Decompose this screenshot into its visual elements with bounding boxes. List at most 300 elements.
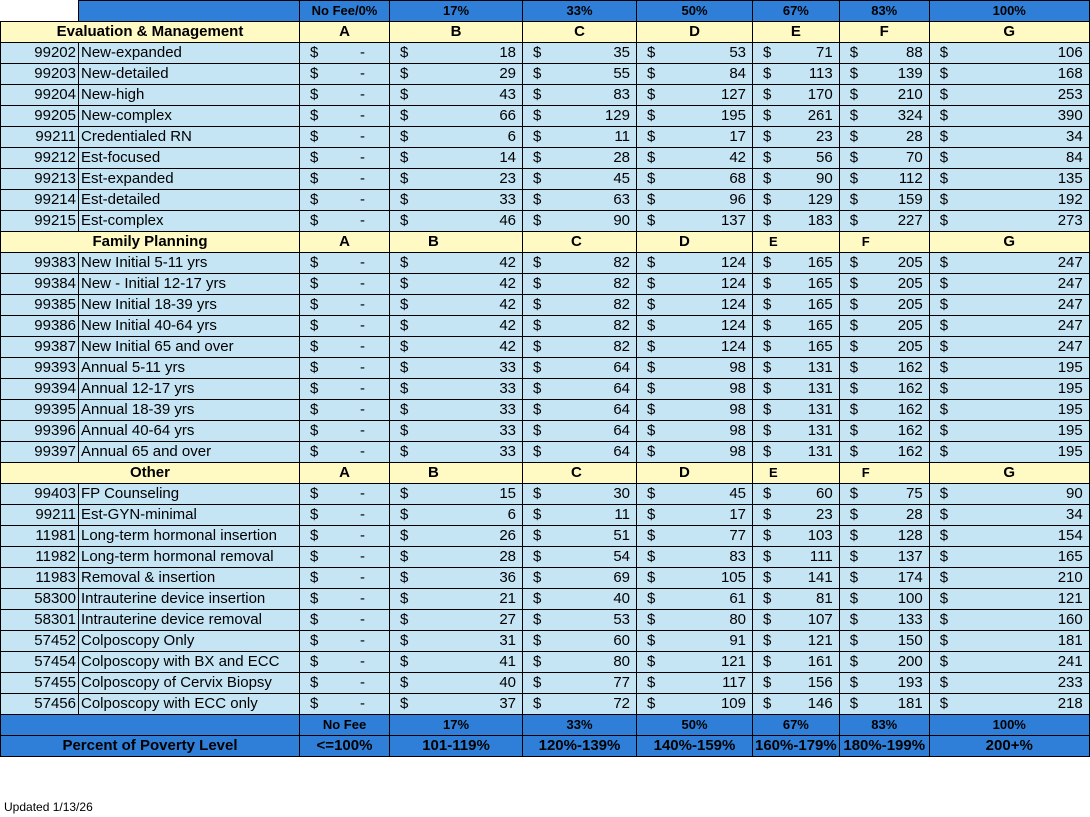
fee-cell[interactable] — [637, 253, 753, 274]
procedure-code-cell[interactable]: 99385 — [1, 295, 79, 316]
fee-cell[interactable] — [753, 694, 840, 715]
fee-cell[interactable] — [300, 190, 390, 211]
procedure-code-cell[interactable]: 11983 — [1, 568, 79, 589]
fee-cell[interactable] — [523, 190, 637, 211]
footer-fee-label-cell[interactable]: 67% — [753, 715, 840, 736]
fee-cell[interactable] — [523, 274, 637, 295]
fee-cell[interactable] — [839, 64, 929, 85]
fee-cell[interactable] — [390, 190, 523, 211]
fee-cell[interactable] — [753, 106, 840, 127]
procedure-description-cell[interactable]: New Initial 65 and over — [79, 337, 300, 358]
fee-cell[interactable] — [637, 127, 753, 148]
fee-cell[interactable] — [637, 694, 753, 715]
fee-cell[interactable] — [300, 295, 390, 316]
procedure-code-cell[interactable]: 99202 — [1, 43, 79, 64]
fee-cell[interactable] — [637, 673, 753, 694]
fee-cell[interactable] — [839, 295, 929, 316]
tier-letter-cell[interactable]: D — [637, 463, 753, 484]
fee-cell[interactable] — [929, 190, 1089, 211]
fee-cell[interactable] — [929, 610, 1089, 631]
fee-cell[interactable] — [753, 43, 840, 64]
procedure-description-cell[interactable]: Long-term hormonal removal — [79, 547, 300, 568]
fee-cell[interactable] — [637, 358, 753, 379]
procedure-description-cell[interactable]: New Initial 5-11 yrs — [79, 253, 300, 274]
fee-cell[interactable] — [839, 526, 929, 547]
poverty-range-cell[interactable]: 160%-179% — [753, 736, 840, 757]
procedure-code-cell[interactable]: 99212 — [1, 148, 79, 169]
fee-cell[interactable] — [523, 631, 637, 652]
tier-letter-cell[interactable]: A — [300, 232, 390, 253]
fee-cell[interactable] — [390, 211, 523, 232]
procedure-code-cell[interactable]: 11982 — [1, 547, 79, 568]
fee-cell[interactable] — [523, 43, 637, 64]
fee-cell[interactable] — [637, 190, 753, 211]
fee-cell[interactable] — [753, 274, 840, 295]
fee-cell[interactable] — [929, 589, 1089, 610]
fee-cell[interactable] — [929, 253, 1089, 274]
fee-cell[interactable] — [839, 337, 929, 358]
procedure-description-cell[interactable]: New-high — [79, 85, 300, 106]
fee-cell[interactable] — [523, 169, 637, 190]
fee-cell[interactable] — [637, 106, 753, 127]
procedure-description-cell[interactable]: Intrauterine device insertion — [79, 589, 300, 610]
procedure-code-cell[interactable]: 99394 — [1, 379, 79, 400]
procedure-description-cell[interactable]: Intrauterine device removal — [79, 610, 300, 631]
fee-cell[interactable] — [523, 421, 637, 442]
footer-fee-label-cell[interactable]: 17% — [390, 715, 523, 736]
fee-cell[interactable] — [300, 106, 390, 127]
fee-cell[interactable] — [753, 127, 840, 148]
fee-cell[interactable] — [300, 568, 390, 589]
fee-cell[interactable] — [839, 106, 929, 127]
fee-cell[interactable] — [753, 211, 840, 232]
fee-cell[interactable] — [523, 505, 637, 526]
fee-cell[interactable] — [390, 169, 523, 190]
tier-letter-cell[interactable]: G — [929, 232, 1089, 253]
fee-cell[interactable] — [300, 169, 390, 190]
procedure-description-cell[interactable]: New Initial 40-64 yrs — [79, 316, 300, 337]
fee-cell[interactable] — [839, 316, 929, 337]
fee-cell[interactable] — [637, 316, 753, 337]
fee-cell[interactable] — [839, 190, 929, 211]
procedure-description-cell[interactable]: New Initial 18-39 yrs — [79, 295, 300, 316]
tier-letter-cell[interactable]: D — [637, 232, 753, 253]
fee-cell[interactable] — [637, 337, 753, 358]
fee-cell[interactable] — [523, 148, 637, 169]
fee-cell[interactable] — [929, 148, 1089, 169]
fee-cell[interactable] — [753, 253, 840, 274]
poverty-level-title[interactable]: Percent of Poverty Level — [1, 736, 300, 757]
fee-cell[interactable] — [637, 64, 753, 85]
footer-blank-cell[interactable] — [1, 715, 300, 736]
fee-cell[interactable] — [637, 652, 753, 673]
fee-cell[interactable] — [390, 127, 523, 148]
fee-cell[interactable] — [300, 442, 390, 463]
fee-cell[interactable] — [523, 295, 637, 316]
procedure-description-cell[interactable]: Colposcopy with BX and ECC — [79, 652, 300, 673]
procedure-description-cell[interactable]: New-detailed — [79, 64, 300, 85]
procedure-code-cell[interactable]: 99384 — [1, 274, 79, 295]
fee-cell[interactable] — [839, 211, 929, 232]
poverty-range-cell[interactable]: <=100% — [300, 736, 390, 757]
section-title[interactable]: Other — [1, 463, 300, 484]
fee-cell[interactable] — [523, 85, 637, 106]
fee-cell[interactable] — [753, 526, 840, 547]
tier-letter-cell[interactable]: F — [839, 22, 929, 43]
fee-cell[interactable] — [839, 610, 929, 631]
fee-cell[interactable] — [929, 169, 1089, 190]
header-percent-cell[interactable]: 17% — [390, 1, 523, 22]
header-percent-cell[interactable]: 83% — [839, 1, 929, 22]
fee-cell[interactable] — [637, 400, 753, 421]
fee-cell[interactable] — [390, 337, 523, 358]
procedure-description-cell[interactable]: Est-complex — [79, 211, 300, 232]
poverty-range-cell[interactable]: 200+% — [929, 736, 1089, 757]
fee-cell[interactable] — [637, 547, 753, 568]
fee-cell[interactable] — [300, 694, 390, 715]
poverty-range-cell[interactable]: 120%-139% — [523, 736, 637, 757]
fee-cell[interactable] — [300, 589, 390, 610]
procedure-description-cell[interactable]: Annual 5-11 yrs — [79, 358, 300, 379]
fee-cell[interactable] — [637, 526, 753, 547]
fee-cell[interactable] — [839, 589, 929, 610]
fee-cell[interactable] — [300, 211, 390, 232]
footer-fee-label-cell[interactable]: 100% — [929, 715, 1089, 736]
fee-cell[interactable] — [929, 211, 1089, 232]
fee-cell[interactable] — [390, 526, 523, 547]
procedure-description-cell[interactable]: Annual 12-17 yrs — [79, 379, 300, 400]
fee-cell[interactable] — [390, 358, 523, 379]
tier-letter-cell[interactable]: A — [300, 463, 390, 484]
procedure-description-cell[interactable]: Est-detailed — [79, 190, 300, 211]
fee-cell[interactable] — [929, 400, 1089, 421]
fee-cell[interactable] — [839, 43, 929, 64]
fee-cell[interactable] — [929, 127, 1089, 148]
fee-cell[interactable] — [300, 505, 390, 526]
tier-letter-cell[interactable]: C — [523, 232, 637, 253]
fee-cell[interactable] — [753, 610, 840, 631]
fee-cell[interactable] — [390, 400, 523, 421]
fee-cell[interactable] — [929, 505, 1089, 526]
poverty-range-cell[interactable]: 180%-199% — [839, 736, 929, 757]
fee-cell[interactable] — [637, 85, 753, 106]
fee-cell[interactable] — [390, 631, 523, 652]
header-percent-cell[interactable]: 50% — [637, 1, 753, 22]
procedure-code-cell[interactable]: 57455 — [1, 673, 79, 694]
fee-cell[interactable] — [523, 400, 637, 421]
procedure-description-cell[interactable]: Colposcopy with ECC only — [79, 694, 300, 715]
fee-cell[interactable] — [390, 148, 523, 169]
fee-cell[interactable] — [390, 106, 523, 127]
fee-cell[interactable] — [753, 64, 840, 85]
fee-cell[interactable] — [753, 568, 840, 589]
fee-cell[interactable] — [753, 169, 840, 190]
fee-cell[interactable] — [753, 295, 840, 316]
tier-letter-cell[interactable]: C — [523, 22, 637, 43]
fee-cell[interactable] — [390, 442, 523, 463]
fee-cell[interactable] — [839, 505, 929, 526]
fee-cell[interactable] — [753, 589, 840, 610]
procedure-description-cell[interactable]: Est-focused — [79, 148, 300, 169]
fee-cell[interactable] — [753, 358, 840, 379]
fee-cell[interactable] — [390, 253, 523, 274]
procedure-code-cell[interactable]: 99386 — [1, 316, 79, 337]
fee-cell[interactable] — [637, 421, 753, 442]
procedure-code-cell[interactable]: 99397 — [1, 442, 79, 463]
fee-cell[interactable] — [523, 358, 637, 379]
fee-cell[interactable] — [390, 547, 523, 568]
footer-fee-label-cell[interactable]: 33% — [523, 715, 637, 736]
fee-cell[interactable] — [839, 652, 929, 673]
fee-cell[interactable] — [753, 400, 840, 421]
procedure-code-cell[interactable]: 11981 — [1, 526, 79, 547]
fee-cell[interactable] — [839, 442, 929, 463]
fee-cell[interactable] — [523, 379, 637, 400]
fee-cell[interactable] — [637, 274, 753, 295]
fee-cell[interactable] — [839, 379, 929, 400]
fee-cell[interactable] — [753, 148, 840, 169]
fee-cell[interactable] — [523, 589, 637, 610]
procedure-description-cell[interactable]: Colposcopy Only — [79, 631, 300, 652]
fee-cell[interactable] — [637, 43, 753, 64]
procedure-code-cell[interactable]: 99383 — [1, 253, 79, 274]
header-blank-cell[interactable] — [79, 1, 300, 22]
fee-cell[interactable] — [637, 610, 753, 631]
footer-fee-label-cell[interactable]: No Fee — [300, 715, 390, 736]
procedure-description-cell[interactable]: Est-expanded — [79, 169, 300, 190]
procedure-description-cell[interactable]: New-complex — [79, 106, 300, 127]
tier-letter-cell[interactable]: F — [839, 232, 929, 253]
fee-cell[interactable] — [300, 253, 390, 274]
fee-cell[interactable] — [839, 568, 929, 589]
fee-cell[interactable] — [300, 610, 390, 631]
fee-cell[interactable] — [523, 547, 637, 568]
tier-letter-cell[interactable]: D — [637, 22, 753, 43]
fee-cell[interactable] — [300, 547, 390, 568]
fee-cell[interactable] — [929, 547, 1089, 568]
procedure-description-cell[interactable]: Annual 18-39 yrs — [79, 400, 300, 421]
fee-cell[interactable] — [753, 652, 840, 673]
fee-cell[interactable] — [300, 337, 390, 358]
fee-cell[interactable] — [523, 610, 637, 631]
fee-cell[interactable] — [839, 421, 929, 442]
fee-cell[interactable] — [753, 316, 840, 337]
fee-cell[interactable] — [839, 547, 929, 568]
fee-cell[interactable] — [753, 631, 840, 652]
procedure-code-cell[interactable]: 99395 — [1, 400, 79, 421]
procedure-code-cell[interactable]: 99204 — [1, 85, 79, 106]
fee-cell[interactable] — [929, 43, 1089, 64]
header-percent-cell[interactable]: 33% — [523, 1, 637, 22]
fee-cell[interactable] — [390, 316, 523, 337]
footer-fee-label-cell[interactable]: 83% — [839, 715, 929, 736]
fee-cell[interactable] — [523, 106, 637, 127]
procedure-description-cell[interactable]: FP Counseling — [79, 484, 300, 505]
fee-cell[interactable] — [390, 610, 523, 631]
fee-cell[interactable] — [637, 442, 753, 463]
fee-cell[interactable] — [929, 64, 1089, 85]
fee-cell[interactable] — [929, 694, 1089, 715]
fee-cell[interactable] — [300, 43, 390, 64]
fee-cell[interactable] — [637, 211, 753, 232]
fee-cell[interactable] — [929, 568, 1089, 589]
procedure-code-cell[interactable]: 99211 — [1, 505, 79, 526]
fee-cell[interactable] — [390, 484, 523, 505]
fee-cell[interactable] — [929, 358, 1089, 379]
fee-cell[interactable] — [390, 43, 523, 64]
fee-cell[interactable] — [753, 673, 840, 694]
fee-cell[interactable] — [390, 589, 523, 610]
section-title[interactable]: Evaluation & Management — [1, 22, 300, 43]
fee-cell[interactable] — [300, 673, 390, 694]
procedure-code-cell[interactable]: 99393 — [1, 358, 79, 379]
fee-cell[interactable] — [929, 652, 1089, 673]
tier-letter-cell[interactable]: G — [929, 463, 1089, 484]
fee-cell[interactable] — [300, 127, 390, 148]
fee-cell[interactable] — [637, 148, 753, 169]
fee-cell[interactable] — [390, 652, 523, 673]
fee-cell[interactable] — [929, 316, 1089, 337]
fee-cell[interactable] — [523, 673, 637, 694]
tier-letter-cell[interactable]: E — [753, 22, 840, 43]
fee-cell[interactable] — [839, 169, 929, 190]
fee-cell[interactable] — [839, 400, 929, 421]
fee-cell[interactable] — [300, 64, 390, 85]
fee-cell[interactable] — [523, 652, 637, 673]
fee-cell[interactable] — [300, 652, 390, 673]
fee-cell[interactable] — [637, 568, 753, 589]
procedure-code-cell[interactable]: 99396 — [1, 421, 79, 442]
procedure-code-cell[interactable]: 58301 — [1, 610, 79, 631]
fee-cell[interactable] — [300, 484, 390, 505]
fee-cell[interactable] — [929, 673, 1089, 694]
fee-cell[interactable] — [390, 64, 523, 85]
header-percent-cell[interactable]: 67% — [753, 1, 840, 22]
tier-letter-cell[interactable]: G — [929, 22, 1089, 43]
fee-cell[interactable] — [300, 85, 390, 106]
fee-cell[interactable] — [753, 484, 840, 505]
procedure-description-cell[interactable]: Annual 65 and over — [79, 442, 300, 463]
fee-cell[interactable] — [839, 631, 929, 652]
fee-cell[interactable] — [929, 379, 1089, 400]
tier-letter-cell[interactable]: C — [523, 463, 637, 484]
procedure-description-cell[interactable]: Colposcopy of Cervix Biopsy — [79, 673, 300, 694]
header-percent-cell[interactable]: 100% — [929, 1, 1089, 22]
procedure-description-cell[interactable]: Est-GYN-minimal — [79, 505, 300, 526]
tier-letter-cell[interactable]: E — [753, 463, 840, 484]
fee-cell[interactable] — [753, 85, 840, 106]
fee-cell[interactable] — [839, 148, 929, 169]
fee-cell[interactable] — [300, 274, 390, 295]
fee-cell[interactable] — [753, 505, 840, 526]
poverty-range-cell[interactable]: 140%-159% — [637, 736, 753, 757]
tier-letter-cell[interactable]: F — [839, 463, 929, 484]
fee-cell[interactable] — [390, 274, 523, 295]
fee-cell[interactable] — [753, 442, 840, 463]
procedure-code-cell[interactable]: 57452 — [1, 631, 79, 652]
fee-cell[interactable] — [929, 484, 1089, 505]
fee-cell[interactable] — [300, 400, 390, 421]
fee-cell[interactable] — [300, 379, 390, 400]
fee-cell[interactable] — [839, 127, 929, 148]
fee-cell[interactable] — [523, 568, 637, 589]
fee-cell[interactable] — [637, 484, 753, 505]
fee-cell[interactable] — [523, 337, 637, 358]
fee-cell[interactable] — [637, 589, 753, 610]
fee-cell[interactable] — [390, 694, 523, 715]
procedure-description-cell[interactable]: Credentialed RN — [79, 127, 300, 148]
fee-cell[interactable] — [753, 337, 840, 358]
fee-cell[interactable] — [839, 85, 929, 106]
fee-cell[interactable] — [753, 421, 840, 442]
fee-cell[interactable] — [637, 169, 753, 190]
fee-cell[interactable] — [523, 253, 637, 274]
procedure-code-cell[interactable]: 99387 — [1, 337, 79, 358]
procedure-code-cell[interactable]: 58300 — [1, 589, 79, 610]
fee-cell[interactable] — [929, 337, 1089, 358]
procedure-description-cell[interactable]: New - Initial 12-17 yrs — [79, 274, 300, 295]
fee-cell[interactable] — [390, 379, 523, 400]
tier-letter-cell[interactable]: B — [390, 22, 523, 43]
procedure-description-cell[interactable]: Removal & insertion — [79, 568, 300, 589]
fee-cell[interactable] — [523, 442, 637, 463]
footer-fee-label-cell[interactable]: 50% — [637, 715, 753, 736]
procedure-description-cell[interactable]: Long-term hormonal insertion — [79, 526, 300, 547]
fee-cell[interactable] — [523, 316, 637, 337]
procedure-description-cell[interactable]: New-expanded — [79, 43, 300, 64]
header-percent-cell[interactable]: No Fee/0% — [300, 1, 390, 22]
fee-cell[interactable] — [929, 274, 1089, 295]
tier-letter-cell[interactable]: E — [753, 232, 840, 253]
fee-cell[interactable] — [523, 211, 637, 232]
section-title[interactable]: Family Planning — [1, 232, 300, 253]
fee-cell[interactable] — [753, 190, 840, 211]
fee-cell[interactable] — [300, 631, 390, 652]
fee-cell[interactable] — [929, 295, 1089, 316]
fee-cell[interactable] — [929, 631, 1089, 652]
fee-cell[interactable] — [523, 694, 637, 715]
header-blank-cell[interactable] — [1, 1, 79, 22]
fee-cell[interactable] — [523, 64, 637, 85]
fee-cell[interactable] — [390, 421, 523, 442]
procedure-description-cell[interactable]: Annual 40-64 yrs — [79, 421, 300, 442]
fee-cell[interactable] — [637, 379, 753, 400]
fee-cell[interactable] — [929, 85, 1089, 106]
fee-cell[interactable] — [300, 421, 390, 442]
fee-cell[interactable] — [929, 421, 1089, 442]
fee-cell[interactable] — [390, 505, 523, 526]
procedure-code-cell[interactable]: 99213 — [1, 169, 79, 190]
procedure-code-cell[interactable]: 57454 — [1, 652, 79, 673]
fee-cell[interactable] — [390, 295, 523, 316]
fee-cell[interactable] — [300, 526, 390, 547]
fee-cell[interactable] — [753, 547, 840, 568]
procedure-code-cell[interactable]: 57456 — [1, 694, 79, 715]
fee-cell[interactable] — [839, 253, 929, 274]
fee-cell[interactable] — [300, 148, 390, 169]
fee-cell[interactable] — [929, 106, 1089, 127]
tier-letter-cell[interactable]: B — [390, 232, 523, 253]
fee-cell[interactable] — [390, 673, 523, 694]
fee-cell[interactable] — [839, 694, 929, 715]
fee-cell[interactable] — [300, 316, 390, 337]
fee-cell[interactable] — [523, 526, 637, 547]
fee-cell[interactable] — [523, 127, 637, 148]
poverty-range-cell[interactable]: 101-119% — [390, 736, 523, 757]
fee-cell[interactable] — [637, 295, 753, 316]
fee-cell[interactable] — [839, 274, 929, 295]
fee-cell[interactable] — [839, 358, 929, 379]
